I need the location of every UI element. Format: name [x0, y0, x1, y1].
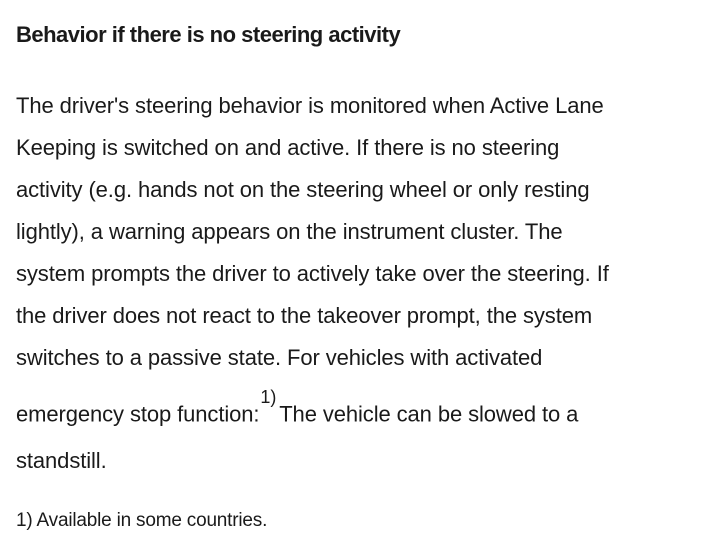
paragraph-line: switches to a passive state. For vehicles with activated — [16, 345, 543, 370]
paragraph-line: system prompts the driver to actively take over the steering. If — [16, 261, 609, 286]
body-paragraph — [16, 85, 706, 482]
paragraph-text: emergency stop function: — [16, 401, 260, 427]
paragraph-text: The vehicle can be slowed to a — [279, 401, 579, 427]
paragraph-line: The driver's steering behavior is monitored when Active Lane — [16, 93, 604, 118]
paragraph-line: activity (e.g. hands not on the steering wheel or only resting — [16, 177, 590, 202]
paragraph-line: Keeping is switched on and active. If there is no steering — [16, 135, 560, 160]
paragraph-line-with-footnote — [16, 379, 706, 440]
paragraph-line: standstill. — [16, 448, 107, 474]
footnote-reference: 1) — [260, 387, 277, 407]
paragraph-line: lightly), a warning appears on the instrument cluster. The — [16, 219, 563, 244]
section-heading: Behavior if there is no steering activity — [16, 22, 401, 47]
paragraph-line: the driver does not react to the takeover prompt, the system — [16, 303, 593, 328]
footnote: 1) Available in some countries. — [16, 510, 268, 531]
